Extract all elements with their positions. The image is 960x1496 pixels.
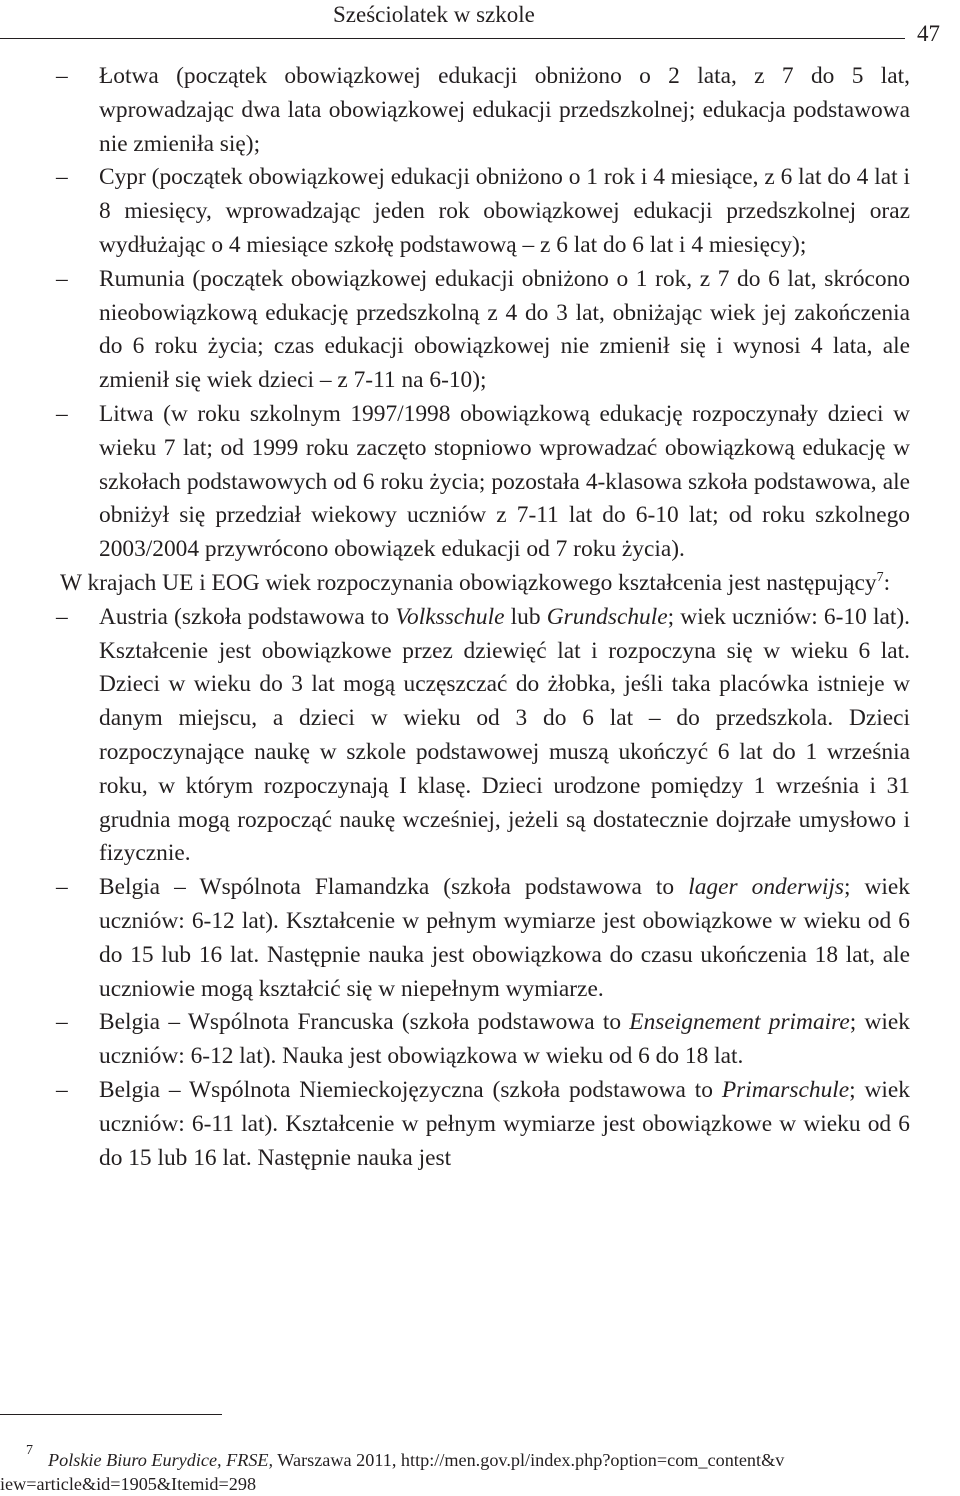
school-term: Primarschule [721,1076,850,1103]
list-dash: – [56,265,68,292]
school-term: Grundschule [546,603,668,630]
list-item-text: ; wiek uczniów: 6-12 lat). Kształcenie w pełnym wymiarze jest obowiązkowe w wieku od 6 do 15 lub 16 lat. Następnie nauka jest obowiązkowa do czasu ukończenia 18 lat, ale uczniowie mogą kształcić się w niepełnym wymiarze. [99,874,910,1002]
list-item-text: Belgia – Wspólnota Francuska (szkoła podstawowa to [99,1009,630,1036]
list-item-text: Łotwa (początek obowiązkowej edukacji obniżono o 2 lata, z 7 do 5 lat, wprowadzając dwa lata obowiązkowej edukacji przedszkolnej; edukacja podstawowa nie zmieniła się); [99,63,910,157]
intro-paragraph [0,567,910,601]
footnote [0,1443,912,1496]
running-title: Sześciolatek w szkole [333,2,535,27]
list-item-lithuania [0,398,910,567]
school-term: Enseignement primaire [629,1009,850,1036]
list-dash: – [56,1076,68,1103]
school-term: Volksschule [395,603,505,630]
list-dash: – [56,1009,68,1036]
list-item-latvia [0,60,910,161]
list-item-text: Belgia – Wspólnota Niemieckojęzyczna (szkoła podstawowa to [99,1076,722,1103]
footnote-source: Polskie Biuro Eurydice, FRSE, [48,1450,274,1470]
list-item-text: Cypr (początek obowiązkowej edukacji obniżono o 1 rok i 4 miesiące, z 6 lat do 4 lat i 8 miesięcy, wprowadzając jeden rok obowiązkowej edukacji przedszkolnej oraz wydłużając o 4 miesiące szkołę podstawową – z 6 lat do 6 lat i 4 miesięcy); [99,164,910,258]
list-item-belgium-french [0,1006,910,1074]
list-item-text: Austria (szkoła podstawowa to [99,603,396,630]
list-dash: – [56,164,68,191]
list-item-text: Litwa (w roku szkolnym 1997/1998 obowiązkową edukację rozpoczynały dzieci w wieku 7 lat; od 1999 roku zaczęto stopniowo wprowadzać obowiązkową edukację w szkołach podstawowych od 6 roku życia; pozostała 4-klasowa szkoła podstawowa, ale obniżył się przedział wiekowy uczniów z 7-11 lat do 6-10 lat; od roku szkolnego 2003/2004 przywrócono obowiązek edukacji od 7 roku życia). [99,400,910,563]
list-dash: – [56,63,68,89]
footnote-reference: 7 [876,569,884,585]
list-item-belgium-flemish [0,871,910,1006]
list-item-austria [0,601,910,871]
list-item-romania [0,263,910,398]
footnote-url-part1[interactable]: Warszawa 2011, http://men.gov.pl/index.php?option=com_content&v [273,1450,785,1470]
footnote-text [0,1448,912,1496]
list-item-text: ; wiek uczniów: 6-10 lat). Kształcenie jest obowiązkowe przez dziewięć lat i rozpoczyna się w wieku 6 lat. Dzieci w wieku do 3 lat mogą uczęszczać do żłobka, jeśli taka placówka istnieje w danym miejscu, a dzieci w wieku od 3 do 6 lat – do przedszkola. Dzieci rozpoczynające naukę w szkole podstawowej muszą ukończyć 6 lat do 1 września roku, w którym rozpoczynają I klasę. Dzieci urodzone pomiędzy 1 września i 31 grudnia mogą rozpocząć naukę wcześniej, jeżeli są dostatecznie dojrzałe umysłowo i fizycznie. [99,603,910,867]
intro-colon: : [883,569,891,596]
page-number: 47 [917,21,940,46]
footnote-url-part2[interactable]: iew=article&id=1905&Itemid=298 [0,1474,257,1494]
list-item-text: ; wiek uczniów: 6-12 lat). Nauka jest obowiązkowa w wieku od 6 do 18 lat. [99,1009,910,1070]
school-term: lager onderwijs [688,874,844,901]
main-text [0,60,910,1175]
list-item-belgium-german [0,1074,910,1175]
list-item-text: Rumunia (początek obowiązkowej edukacji obniżono o 1 rok, z 7 do 6 lat, skrócono nieobowiązkową edukację przedszkolną z 4 do 3 lat, obniżając wiek jej zakończenia do 6 roku życia; czas edukacji obowiązkowej nie zmienił się i wynosi 4 lata, ale zmienił się wiek dzieci – z 7-11 na 6-10); [99,265,910,394]
list-dash: – [56,603,68,630]
footnote-number: 7 [26,1443,33,1458]
list-item-cyprus [0,161,910,262]
list-item-text: ; wiek uczniów: 6-11 lat). Kształcenie w pełnym wymiarze jest obowiązkowe w wieku od 6 do 15 lub 16 lat. Następnie nauka jest [99,1076,910,1171]
list-dash: – [56,400,68,427]
footnote-rule [0,1414,222,1415]
running-header [0,0,905,39]
list-dash: – [56,874,68,901]
list-item-text: Belgia – Wspólnota Flamandzka (szkoła podstawowa to [99,874,689,901]
list-item-text: lub [504,603,547,630]
intro-text: W krajach UE i EOG wiek rozpoczynania obowiązkowego kształcenia jest następujący [60,569,877,596]
